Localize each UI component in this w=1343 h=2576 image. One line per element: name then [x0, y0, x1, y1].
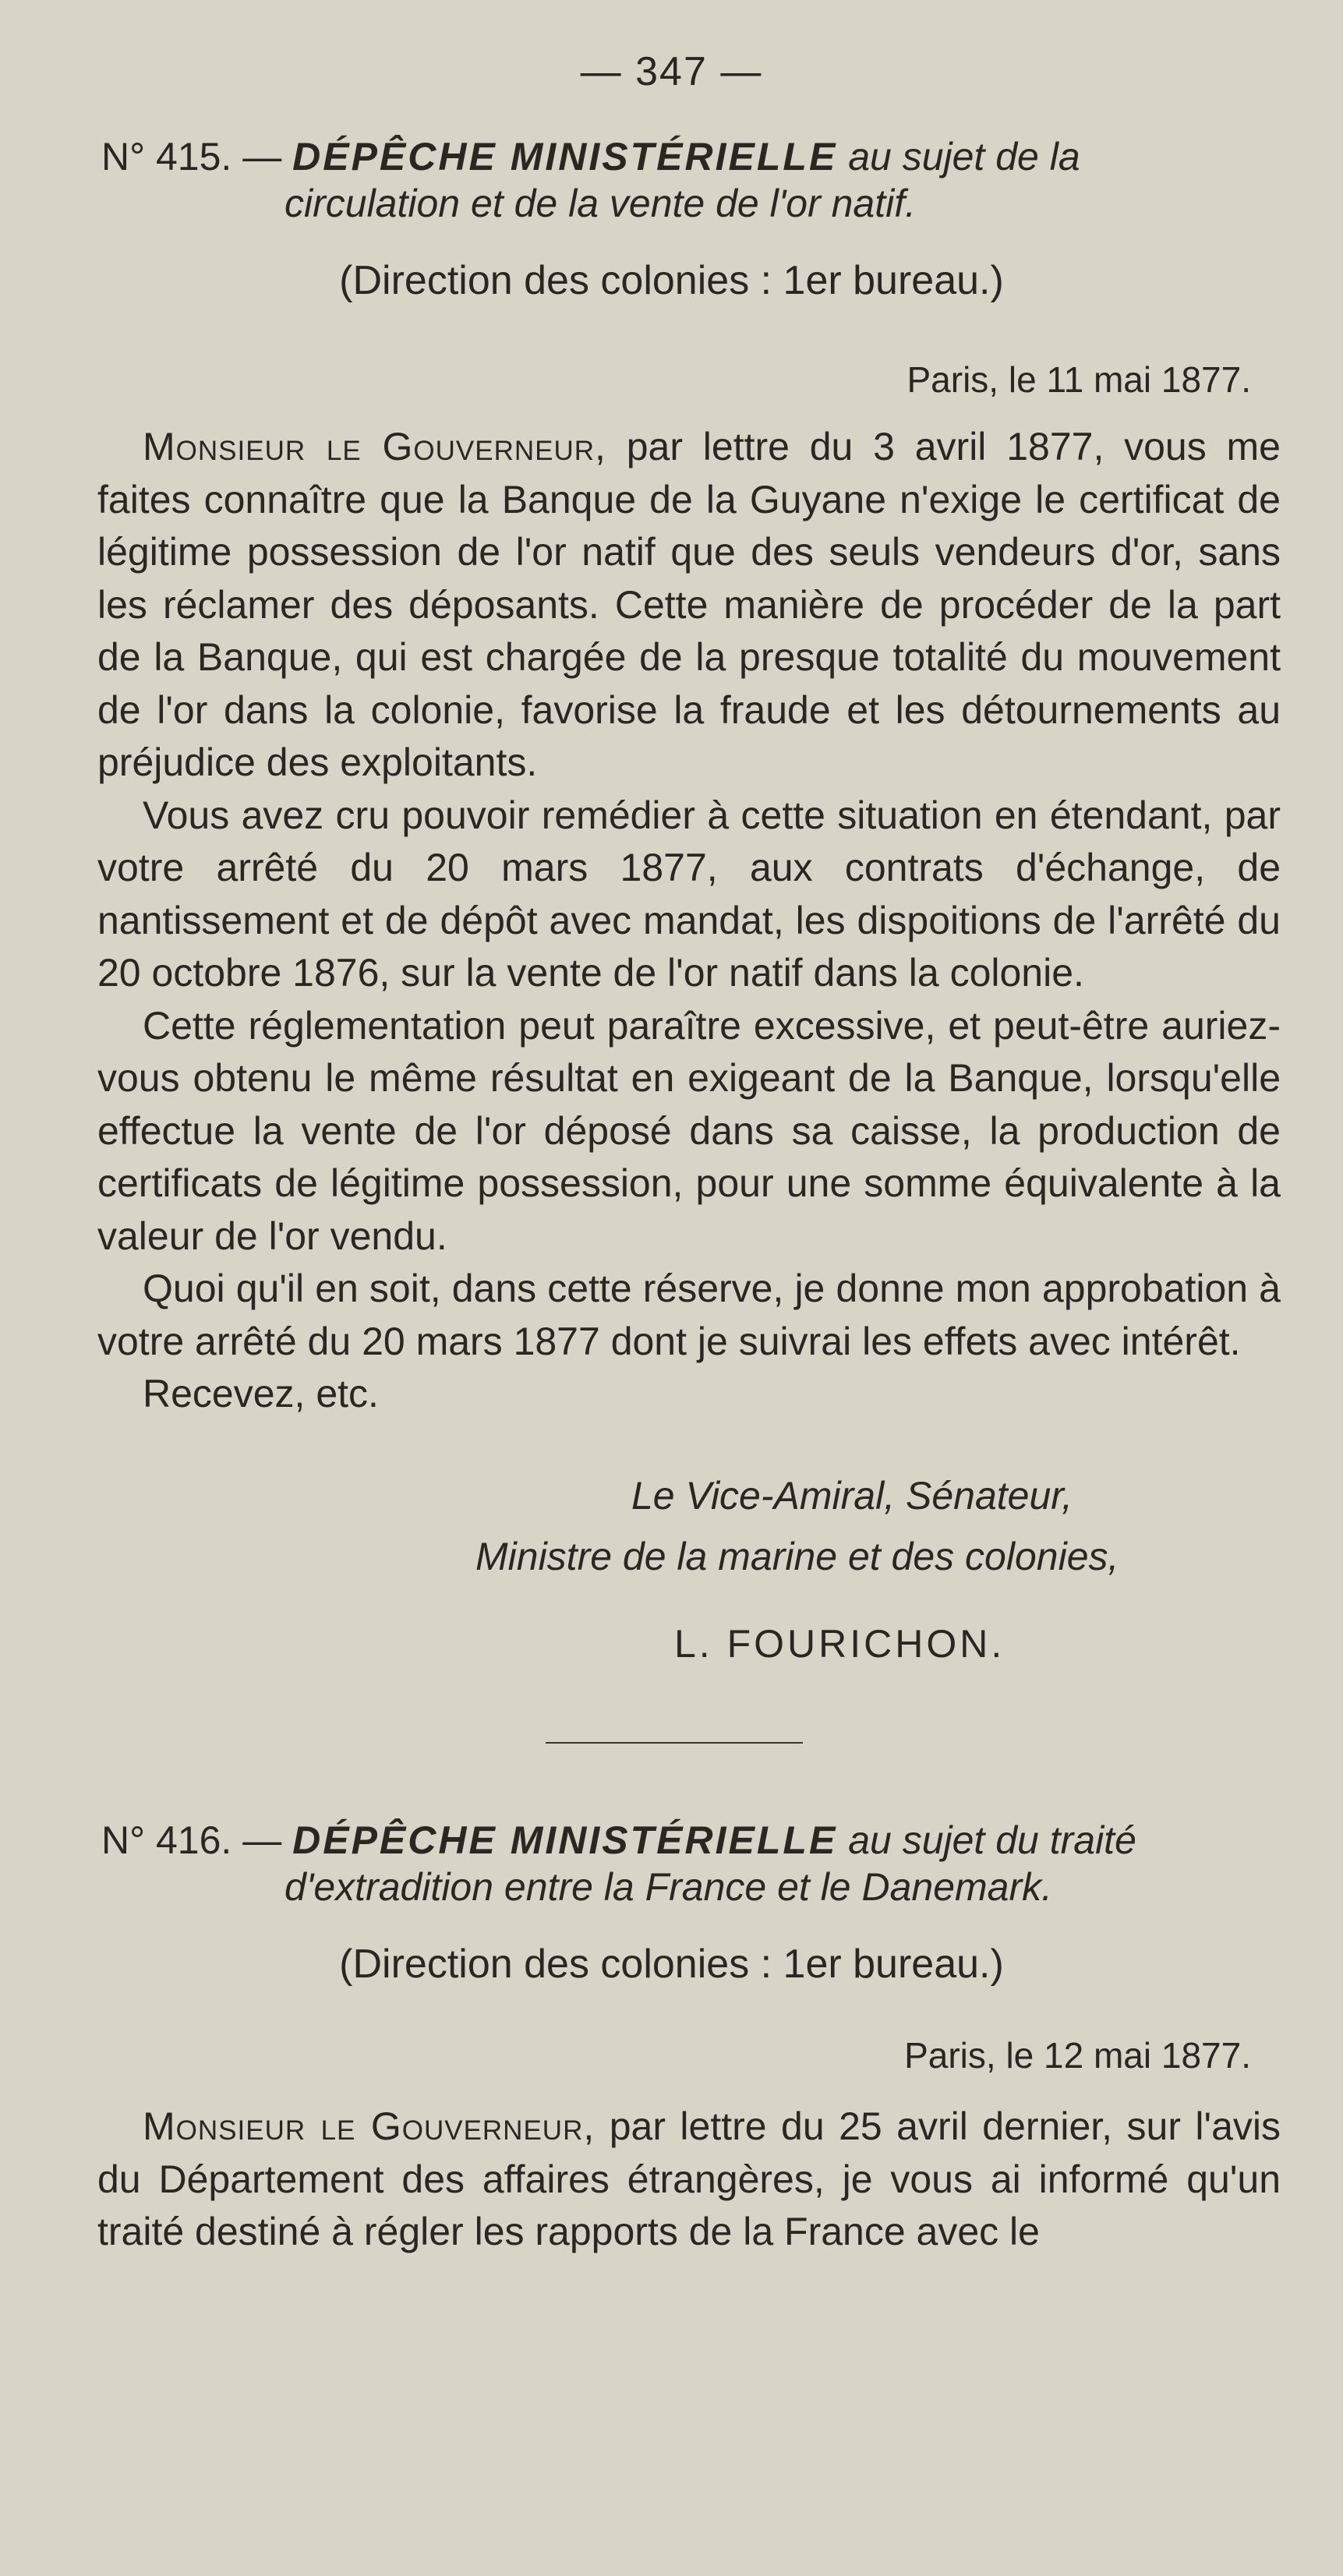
doc-416-subject-b: d'extradition entre la France et le Danemark. — [285, 1865, 1053, 1909]
page-number: — 347 — — [580, 49, 763, 94]
doc-415-paragraph-5: Recevez, etc. — [143, 1372, 379, 1415]
doc-415-paragraph-4: Quoi qu'il en soit, dans cette réserve, je donne mon approbation à votre arrêté du 20 mars 1877 dont je suivrai les effets avec intérêt. — [97, 1267, 1281, 1363]
doc-416-number: N° 416. — — [101, 1818, 282, 1862]
doc-416-body — [97, 2101, 1281, 2259]
doc-415-signature-name: L. FOURICHON. — [674, 1622, 1005, 1666]
doc-415-paragraph-1-text: par lettre du 3 avril 1877, vous me faites connaître que la Banque de la Guyane n'exige le certificat de légitime possession de l'or natif que des seuls vendeurs d'or, sans les réclamer des déposants. Cette manière de procéder de la part de la Banque, qui est chargée de la presque totalité du mouvement de l'or dans la colonie, favorise la fraude et les détournements au préjudice des exploitants. — [97, 425, 1281, 784]
doc-415-paragraph-3: Cette réglementation peut paraître excessive, et peut-être auriez-vous obtenu le même résultat en exigeant de la Banque, lorsqu'elle effectue la vente de l'or déposé dans sa caisse, la production de certificats de légitime possession, pour une somme équivalente à la valeur de l'or vendu. — [97, 1003, 1281, 1258]
doc-415-date: Paris, le 11 mai 1877. — [907, 359, 1251, 400]
doc-416-date: Paris, le 12 mai 1877. — [904, 2035, 1251, 2076]
doc-415-subject-b: circulation et de la vente de l'or natif. — [285, 182, 917, 225]
doc-415-paragraph-1 — [97, 421, 1281, 790]
doc-415-number: N° 415. — — [101, 135, 282, 178]
doc-416-heading — [101, 1816, 1249, 1864]
doc-416-paragraph-1 — [97, 2101, 1281, 2259]
doc-415-signature-office: Ministre de la marine et des colonies, — [475, 1535, 1119, 1578]
doc-415-heading — [101, 133, 1249, 181]
doc-416-direction: (Direction des colonies : 1er bureau.) — [339, 1942, 1004, 1987]
doc-416-salutation: Monsieur le Gouverneur, — [143, 2104, 596, 2148]
section-divider — [546, 1742, 803, 1744]
doc-415-subject-a: au sujet de la — [848, 135, 1080, 178]
doc-416-title: DÉPÊCHE MINISTÉRIELLE — [292, 1818, 838, 1862]
doc-415-title: DÉPÊCHE MINISTÉRIELLE — [292, 135, 838, 178]
doc-415-direction: (Direction des colonies : 1er bureau.) — [339, 258, 1004, 303]
doc-415-salutation: Monsieur le Gouverneur, — [143, 425, 606, 468]
doc-415-paragraph-2: Vous avez cru pouvoir remédier à cette situation en étendant, par votre arrêté du 20 mars 1877, aux contrats d'échange, de nantissement et de dépôt avec mandat, les dispoitions de l'arrêté du 20 octobre 1876, sur la vente de l'or natif dans la colonie. — [97, 793, 1281, 995]
doc-416-subject-a: au sujet du traité — [848, 1818, 1136, 1862]
doc-415-body — [97, 421, 1281, 1421]
doc-415-signature-title: Le Vice-Amiral, Sénateur, — [631, 1474, 1073, 1518]
doc-416-paragraph-1-text: par lettre du 25 avril dernier, sur l'avis du Département des affaires étrangères, je vous ai informé qu'un traité destiné à régler les rapports de la France avec le — [97, 2104, 1281, 2253]
